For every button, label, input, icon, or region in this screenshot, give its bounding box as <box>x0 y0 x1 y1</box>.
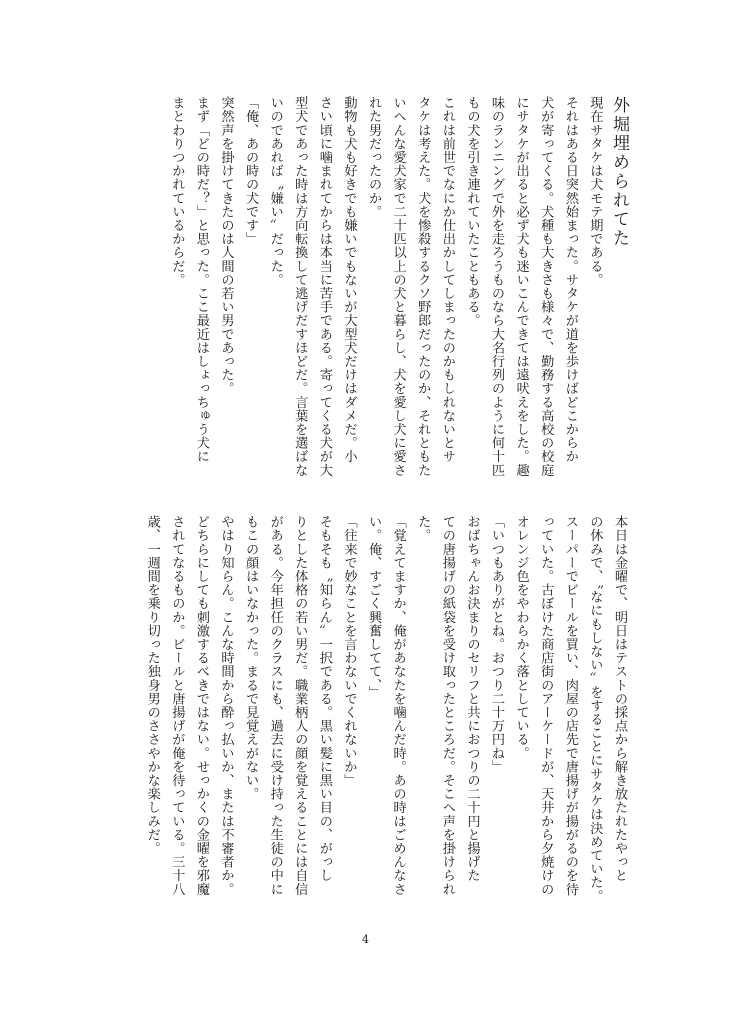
upper-text-block <box>164 96 631 496</box>
text-line: い。俺、すごく興奮してて、」 <box>366 515 382 699</box>
text-line: 「俺、あの時の犬です」 <box>243 96 259 246</box>
chapter-title: 外堀埋められてた <box>609 96 629 248</box>
text-line: 現在サタケは犬モテ期である。 <box>587 96 603 287</box>
text-line: れた男だったのか。 <box>366 96 382 219</box>
text-line: どちらにしても刺激するべきではない。せっかくの金曜を邪魔 <box>193 515 209 896</box>
text-line: 「往来で妙なことを言わないでくれないか」 <box>341 515 357 787</box>
text-line: さい頃に噛まれてからは本当に苦手である。寄ってくる犬が大 <box>316 96 332 477</box>
text-line: そもそも〝知らん〟一択である。黒い髪に黒い目の、がっし <box>316 515 332 883</box>
text-line: がある。今年担任のクラスにも、過去に受け持った生徒の中に <box>267 515 283 896</box>
text-line: た。 <box>415 515 431 543</box>
text-line: っていた。古ぼけた商店街のアーケードが、天井から夕焼けの <box>538 515 554 896</box>
text-line: りとした体格の若い男だ。職業柄人の顔を覚えることには自信 <box>292 515 308 896</box>
text-line: おばちゃんお決まりのセリフと共におつりの二十円と揚げた <box>464 515 480 883</box>
text-line: 歳、一週間を乗り切った独身男のささやかな楽しみだ。 <box>144 515 160 855</box>
text-line: 本日は金曜で、明日はテストの採点から解き放たれたやっと <box>612 515 627 883</box>
text-line: いのであれば〝嫌い〟だった。 <box>267 96 283 287</box>
text-line: まず「どの時だ？」と思った。ここ最近はしょっちゅう犬に <box>193 96 209 464</box>
text-line: されてなるものか。ビールと唐揚げが俺を待っている。三十八 <box>169 515 185 896</box>
text-line: ての唐揚げの紙袋を受け取ったところだ。そこへ声を掛けられ <box>439 515 455 896</box>
text-line: 味のランニングで外を走ろうものなら大名行列のように何十匹 <box>489 96 505 477</box>
text-line: タケは考えた。犬を惨殺するクソ野郎だったのか、それともた <box>415 96 431 477</box>
text-line: 犬が寄ってくる。犬種も大きさも様々で、勤務する高校の校庭 <box>538 96 554 477</box>
text-line: 動物も犬も好きでも嫌いでもないが大型犬だけはダメだ。小 <box>341 96 357 464</box>
text-line: これは前世でなにか仕出かしてしまったのかもしれないとサ <box>439 96 455 464</box>
text-line: 「いつもありがとね。おつり二十万円ね」 <box>489 515 505 774</box>
text-line: 突然声を掛けてきたのは人間の若い男であった。 <box>218 96 234 396</box>
text-line: まとわりつかれているからだ。 <box>169 96 185 287</box>
text-line: 型犬であった時は方向転換して逃げだすほどだ。言葉を選ばな <box>292 96 308 477</box>
text-line: もこの顔はいなかった。まるで見覚えがない。 <box>243 515 259 801</box>
lower-text-block <box>139 515 631 915</box>
text-line: 「覚えてますか、俺があなたを噛んだ時。あの時はごめんなさ <box>390 515 406 896</box>
text-line: の休みで、〝なにもしない〟をすることにサタケは決めていた。 <box>587 515 603 903</box>
text-line: いへんな愛犬家で二十匹以上の犬と暮らし、犬を愛し犬に愛さ <box>390 96 406 477</box>
text-line: にサタケが出ると必ず犬も迷いこんできては遠吠えをした。趣 <box>513 96 529 477</box>
text-line: スーパーでビールを買い、肉屋の店先で唐揚げが揚がるのを待 <box>562 515 578 896</box>
text-line: それはある日突然始まった。サタケが道を歩けばどこからか <box>562 96 578 464</box>
text-line: もの犬を引き連れていたこともある。 <box>464 96 480 328</box>
page-number: 4 <box>362 933 369 946</box>
text-line: やはり知らん。こんな時間から酔っ払いか、または不審者か。 <box>218 515 234 896</box>
text-line: オレンジ色をやわらかく落としている。 <box>513 515 529 760</box>
